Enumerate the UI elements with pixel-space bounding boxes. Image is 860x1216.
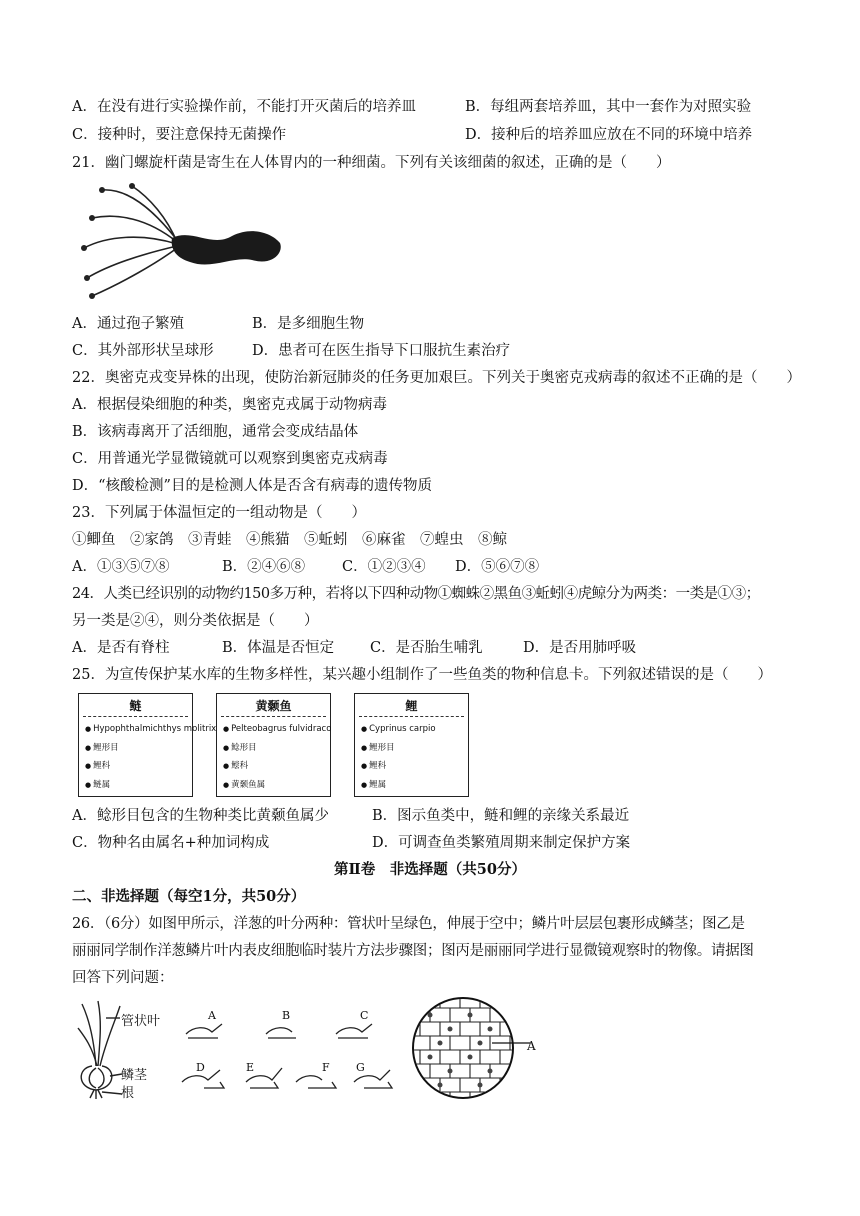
q21-option-b: B．是多细胞生物: [252, 316, 365, 332]
micro-label-a: A: [527, 1039, 536, 1053]
q23-option-b: B．②④⑥⑧: [222, 559, 306, 575]
q22-stem: 22．奥密克戎变异株的出现，使防治新冠肺炎的任务更加艰巨。下列关于奥密克戎病毒的叙述不正确的是（ ）: [72, 370, 801, 386]
step-label-d: D: [196, 1061, 205, 1074]
fish-card-row: ● Pelteobagrus fulvidraco: [217, 720, 330, 739]
label-bulb: 鳞茎: [121, 1068, 148, 1083]
card-divider: [221, 716, 326, 717]
q20-option-d: D．接种后的培养皿应放在不同的环境中培养: [465, 127, 753, 143]
q24-option-d: D．是否用肺呼吸: [523, 640, 637, 656]
q23-option-a: A．①③⑤⑦⑧: [72, 559, 170, 575]
q20-option-b: B．每组两套培养皿，其中一套作为对照实验: [465, 99, 752, 115]
q21-option-a: A．通过孢子繁殖: [72, 316, 184, 332]
fish-card-row: ● 鲤属: [355, 776, 468, 795]
fish-card-row: ● 鲢属: [79, 776, 192, 795]
q25-option-c: C．物种名由属名+种加词构成: [72, 835, 270, 851]
q24-stem-line1: 24．人类已经识别的动物约150多万种，若将以下四种动物①蜘蛛②黑鱼③蚯蚓④虎鲸分为两类：一类是①③；: [72, 586, 760, 602]
fish-card-row: ● 鲤形目: [79, 739, 192, 758]
fish-card-row: ● 鲶形目: [217, 739, 330, 758]
fish-card-row: ● 鲤形目: [355, 739, 468, 758]
q21-stem: 21．幽门螺旋杆菌是寄生在人体胃内的一种细菌。下列有关该细菌的叙述，正确的是（ ）: [72, 155, 671, 171]
q21-option-d: D．患者可在医生指导下口服抗生素治疗: [252, 343, 511, 359]
q22-option-a: A．根据侵染细胞的种类，奥密克戎属于动物病毒: [72, 397, 387, 413]
fish-card-row: ● 鲤科: [355, 757, 468, 776]
q22-option-d: D．“核酸检测”目的是检测人体是否含有病毒的遗传物质: [72, 478, 432, 494]
step-label-e: E: [246, 1061, 255, 1074]
step-label-b: B: [282, 1009, 291, 1022]
fish-card-yellow-catfish: [216, 693, 331, 797]
fish-card-common-carp: [354, 693, 469, 797]
q20-option-c: C．接种时，要注意保持无菌操作: [72, 127, 287, 143]
q26-stem-line3: 回答下列问题：: [72, 970, 174, 986]
card-divider: [359, 716, 464, 717]
q20-option-a: A．在没有进行实验操作前，不能打开灭菌后的培养皿: [72, 99, 416, 115]
q23-option-d: D．⑤⑥⑦⑧: [455, 559, 540, 575]
label-root: 根: [121, 1086, 135, 1101]
q23-option-c: C．①②③④: [342, 559, 426, 575]
q22-option-c: C．用普通光学显微镜就可以观察到奥密克戎病毒: [72, 451, 388, 467]
step-label-f: F: [322, 1061, 330, 1074]
microscope-view-illustration: [410, 994, 530, 1102]
q24-option-b: B．体温是否恒定: [222, 640, 335, 656]
card-divider: [83, 716, 188, 717]
fish-card-row: ● 鲤科: [79, 757, 192, 776]
q25-option-a: A．鲶形目包含的生物种类比黄颡鱼属少: [72, 808, 329, 824]
q23-items: ①鲫鱼 ②家鸽 ③青蛙 ④熊猫 ⑤蚯蚓 ⑥麻雀 ⑦蝗虫 ⑧鲸: [72, 532, 507, 548]
helicobacter-illustration: [72, 178, 287, 303]
fish-card-row: ● 黄颡鱼属: [217, 776, 330, 795]
fish-card-row: ● Hypophthalmichthys molitrix: [79, 720, 192, 739]
fish-card-silver-carp: [78, 693, 217, 797]
fish-card-row: ● 鲿科: [217, 757, 330, 776]
q26-stem-line1: 26．（6分）如图甲所示，洋葱的叶分两种：管状叶呈绿色，伸展于空中；鳞片叶层层包裹形成鳞茎；图乙是: [72, 916, 745, 932]
q25-option-b: B．图示鱼类中，鲢和鲤的亲缘关系最近: [372, 808, 630, 824]
label-tubular-leaf: 管状叶: [121, 1014, 161, 1029]
step-label-a: A: [208, 1009, 216, 1022]
q21-option-c: C．其外部形状呈球形: [72, 343, 214, 359]
q26-stem-line2: 丽丽同学制作洋葱鳞片叶内表皮细胞临时装片方法步骤图；图丙是丽丽同学进行显微镜观察时的物像。请据图: [72, 943, 754, 959]
fish-card-title: 黄颡鱼: [255, 699, 292, 713]
step-label-c: C: [360, 1009, 369, 1022]
q24-option-a: A．是否有脊柱: [72, 640, 170, 656]
q23-stem: 23．下列属于体温恒定的一组动物是（ ）: [72, 505, 366, 521]
step-label-g: G: [356, 1061, 365, 1074]
part-heading: 二、非选择题（每空1分，共50分）: [72, 888, 306, 905]
q25-stem: 25．为宣传保护某水库的生物多样性，某兴趣小组制作了一些鱼类的物种信息卡。下列叙述错误的是（ ）: [72, 667, 772, 683]
fish-card-title: 鲢: [129, 699, 142, 713]
q22-option-b: B．该病毒离开了活细胞，通常会变成结晶体: [72, 424, 359, 440]
q24-stem-line2: 另一类是②④，则分类依据是（ ）: [72, 613, 319, 629]
q25-option-d: D．可调查鱼类繁殖周期来制定保护方案: [372, 835, 631, 851]
section-title: 第Ⅱ卷 非选择题（共50分）: [334, 861, 526, 878]
q24-option-c: C．是否胎生哺乳: [370, 640, 483, 656]
fish-card-title: 鲤: [405, 699, 418, 713]
fish-card-row: ● Cyprinus carpio: [355, 720, 468, 739]
